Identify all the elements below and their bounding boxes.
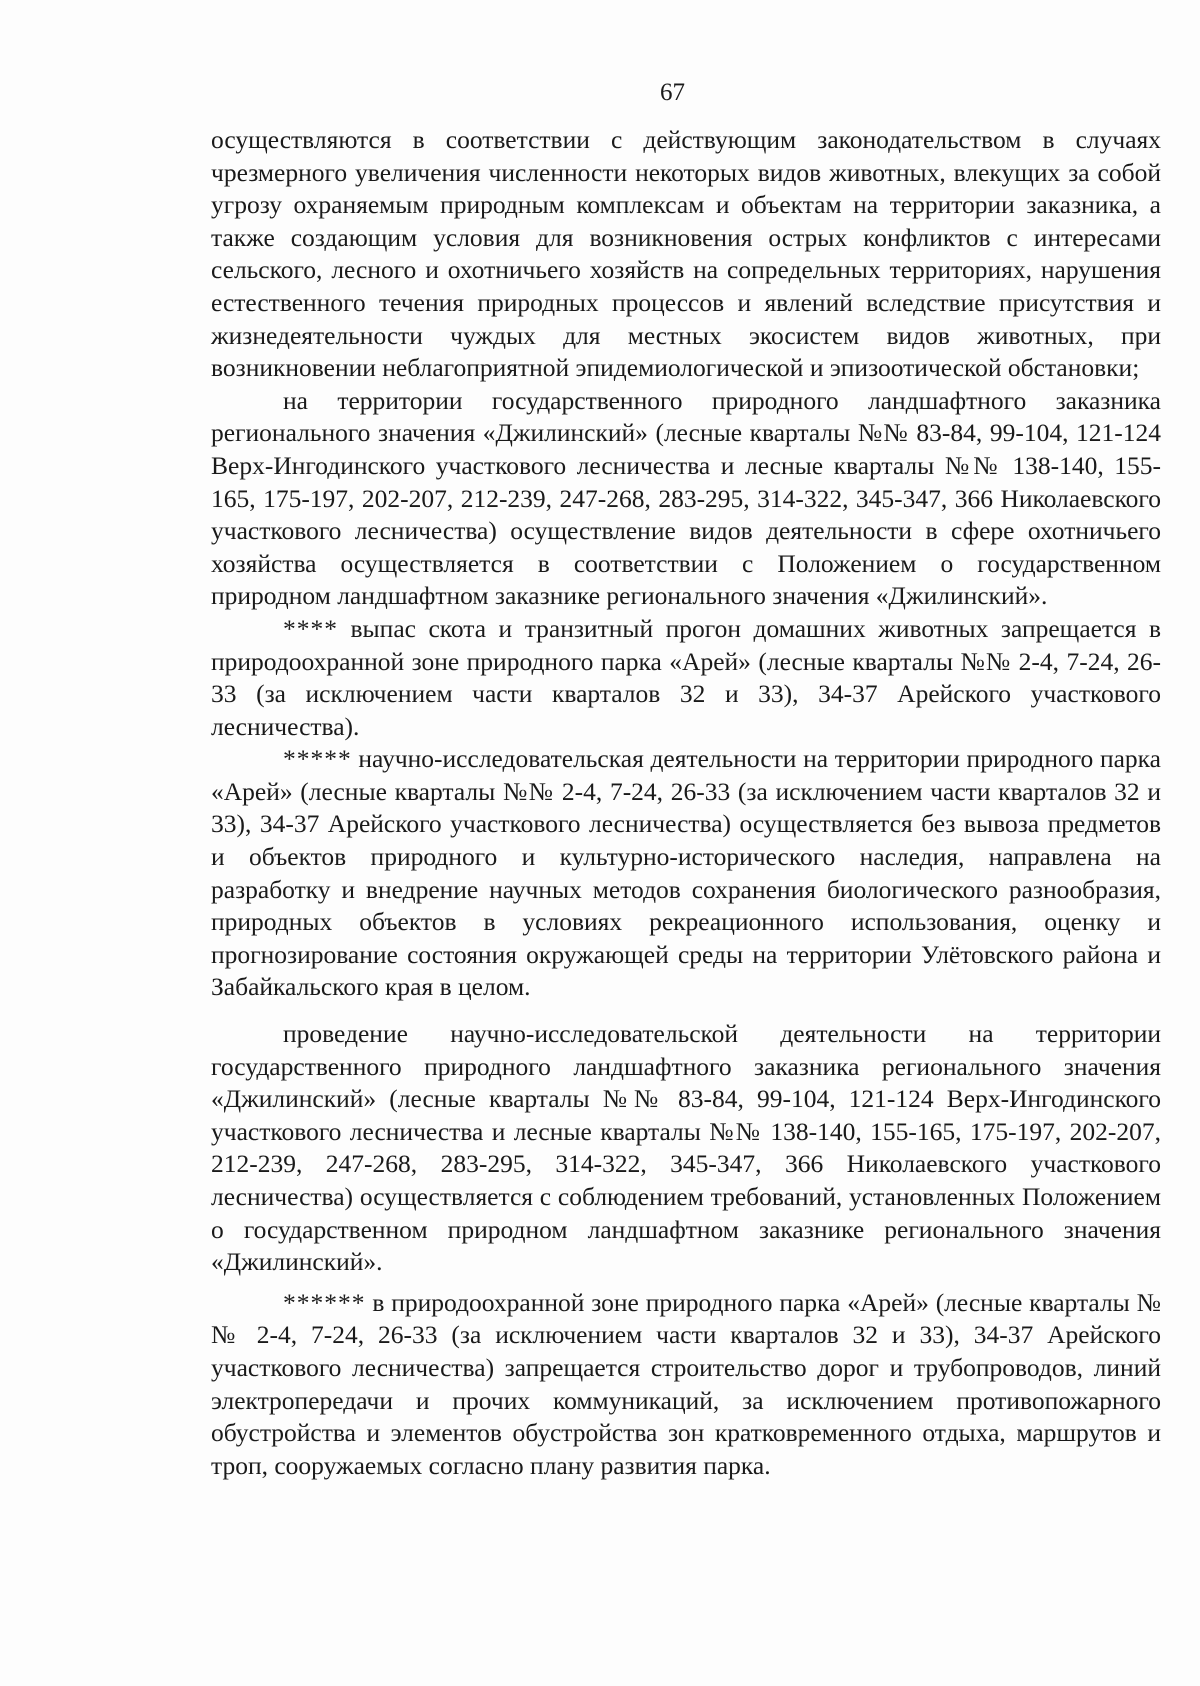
paragraph-research-activity <box>211 743 1161 1004</box>
page-number: 67 <box>660 79 685 106</box>
paragraph-construction-prohibition <box>211 1287 1161 1483</box>
document-body <box>211 124 1161 1482</box>
paragraph-text: выпас скота и транзитный прогон домашних животных запрещается в природоохранной зоне природного парка «Арей» (лесные кварталы №№ 2-4, 7-24, 26-33 (за исключением части кварталов 32 и 33), 34-37 Арейского участкового лесничества). <box>211 613 1161 741</box>
footnote-marker: **** <box>283 613 338 643</box>
paragraph-text: проведение научно-исследовательской деятельности на территории государственного природного ландшафтного заказника регионального значения «Джилинский» (лесные кварталы №№ 83-84, 99-104, 121-124 Верх-Ингодинского участкового лесничества и лесные кварталы №№ 138-140, 155-165, 175-197, 202-207, 212-239, 247-268, 283-295, 314-322, 345-347, 366 Николаевского участкового лесничества) осуществляется с соблюдением требований, установленных Положением о государственном природном ландшафтном заказнике регионального значения «Джилинский». <box>211 1019 1161 1277</box>
paragraph-text: научно-исследовательская деятельности на территории природного парка «Арей» (лесные кварталы №№ 2-4, 7-24, 26-33 (за исключением части кварталов 32 и 33), 34-37 Арейского участкового лесничества) осуществляется без вывоза предметов и объектов природного и культурно-исторического наследия, направлена на разработку и внедрение научных методов сохранения биологического разнообразия, природных объектов в условиях рекреационного использования, оценку и прогнозирование состояния окружающей среды на территории Улётовского района и Забайкальского края в целом. <box>211 744 1161 1002</box>
paragraph-continuation <box>211 124 1161 385</box>
paragraph-text: осуществляются в соответствии с действующим законодательством в случаях чрезмерного увеличения численности некоторых видов животных, влекущих за собой угрозу охраняемым природным комплексам и объектам на территории заказника, а также создающим условия для возникновения острых конфликтов с интересами сельского, лесного и охотничьего хозяйств на сопредельных территориях, нарушения естественного течения природных процессов и явлений вследствие присутствия и жизнедеятельности чуждых для местных экосистем видов животных, при возникновении неблагоприятной эпидемиологической и эпизоотической обстановки; <box>211 125 1161 383</box>
paragraph-research-reserve <box>211 1018 1161 1279</box>
footnote-marker: ***** <box>283 744 352 774</box>
paragraph-text: в природоохранной зоне природного парка «Арей» (лесные кварталы №№ 2-4, 7-24, 26-33 (за исключением части кварталов 32 и 33), 34-37 Арейского участкового лесничества) запрещается строительство дорог и трубопроводов, линий электропередачи и прочих коммуникаций, за исключением противопожарного обустройства и элементов обустройства зон кратковременного отдыха, маршрутов и троп, сооружаемых согласно плану развития парка. <box>211 1287 1161 1480</box>
paragraph-grazing-prohibition <box>211 613 1161 743</box>
footnote-marker: ****** <box>283 1287 366 1317</box>
paragraph-text: на территории государственного природного ландшафтного заказника регионального значения «Джилинский» (лесные кварталы №№ 83-84, 99-104, 121-124 Верх-Ингодинского участкового лесничества и лесные кварталы №№ 138-140, 155-165, 175-197, 202-207, 212-239, 247-268, 283-295, 314-322, 345-347, 366 Николаевского участкового лесничества) осуществление видов деятельности в сфере охотничьего хозяйства осуществляется в соответствии с Положением о государственном природном ландшафтном заказнике регионального значения «Джилинский». <box>211 385 1161 611</box>
paragraph-hunting-regulation <box>211 385 1161 613</box>
